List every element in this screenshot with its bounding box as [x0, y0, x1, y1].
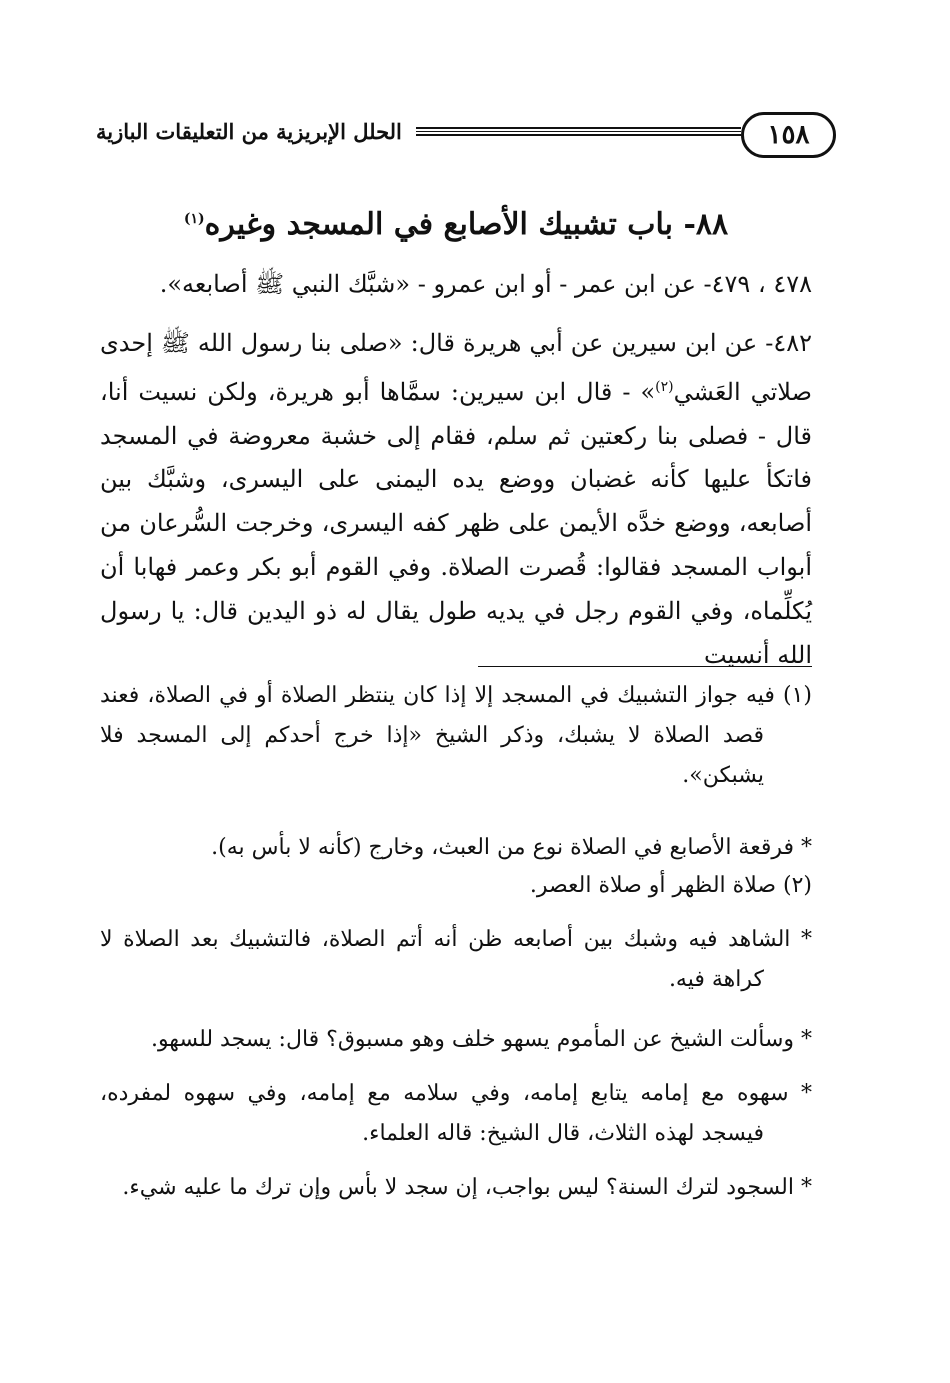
running-header: [96, 112, 836, 160]
footnote-note-3: * وسألت الشيخ عن المأموم يسهو خلف وهو مسبوق؟ قال: يسجد للسهو.: [150, 1027, 812, 1052]
footnote-2: (٢) صلاة الظهر أو صلاة العصر.: [529, 873, 812, 898]
chapter-footnote-ref: (١): [183, 211, 205, 227]
hadith-482-part2: » - قال ابن سيرين: سمَّاها أبو هريرة، ولكن نسيت أنا، قال - فصلى بنا ركعتين ثم سلم، فقام إلى خشبة معروضة في المسجد فاتكأ عليها كأنه غضبان ووضع يده اليمنى على اليسرى، وشبَّك بين أصابعه، ووضع خدَّه الأيمن على ظهر كفه اليسرى، وخرجت السُّرعان من أبواب المسجد فقالوا: قُصرت الصلاة. وفي القوم أبو بكر وعمر فهابا أن يُكلِّماه، وفي القوم رجل في يديه طول يقال له ذو اليدين قال: يا رسول الله أنسيت: [100, 377, 813, 669]
hadith-482-footnote-ref: (٢): [655, 378, 674, 395]
running-title: الحلل الإبريزية من التعليقات البازية: [96, 119, 402, 144]
footnote-note-5: * السجود لترك السنة؟ ليس بواجب، إن سجد لا بأس وإن ترك ما عليه شيء.: [122, 1175, 812, 1200]
footnote-note-2: * الشاهد فيه وشبك بين أصابعه ظن أنه أتم الصلاة، فالتشبيك بعد الصلاة لا كراهة فيه.: [100, 927, 812, 992]
chapter-title-text: ٨٨- باب تشبيك الأصابع في المسجد وغيره: [204, 207, 729, 242]
hadith-478: ٤٧٨ ، ٤٧٩- عن ابن عمر - أو ابن عمرو - «شبَّك النبي ﷺ أصابعه».: [159, 270, 812, 298]
header-rule: [416, 127, 741, 136]
hadith-482: [100, 322, 812, 677]
chapter-title: [100, 196, 812, 248]
footnote-separator: [478, 666, 812, 667]
footnote-note-4: * سهوه مع إمامه يتابع إمامه، وفي سلامه مع إمامه، وفي سهوه لمفرده، فيسجد لهذه الثلاث، قال الشيخ: قاله العلماء.: [100, 1081, 812, 1146]
page-number: ١٥٨: [741, 112, 836, 158]
footnote-1: (١) فيه جواز التشبيك في المسجد إلا إذا كان ينتظر الصلاة أو في الصلاة، فعند قصد الصلاة لا يشبك، وذكر الشيخ «إذا خرج أحدكم إلى المسجد فلا يشبكن».: [100, 683, 812, 788]
footnote-note-1: * فرقعة الأصابع في الصلاة نوع من العبث، وخارج (كأنه لا بأس به).: [211, 835, 812, 860]
hadith-482-part1: ٤٨٢- عن ابن سيرين عن أبي هريرة قال: «صلى بنا رسول الله ﷺ إحدى صلاتي العَشي: [100, 329, 812, 406]
